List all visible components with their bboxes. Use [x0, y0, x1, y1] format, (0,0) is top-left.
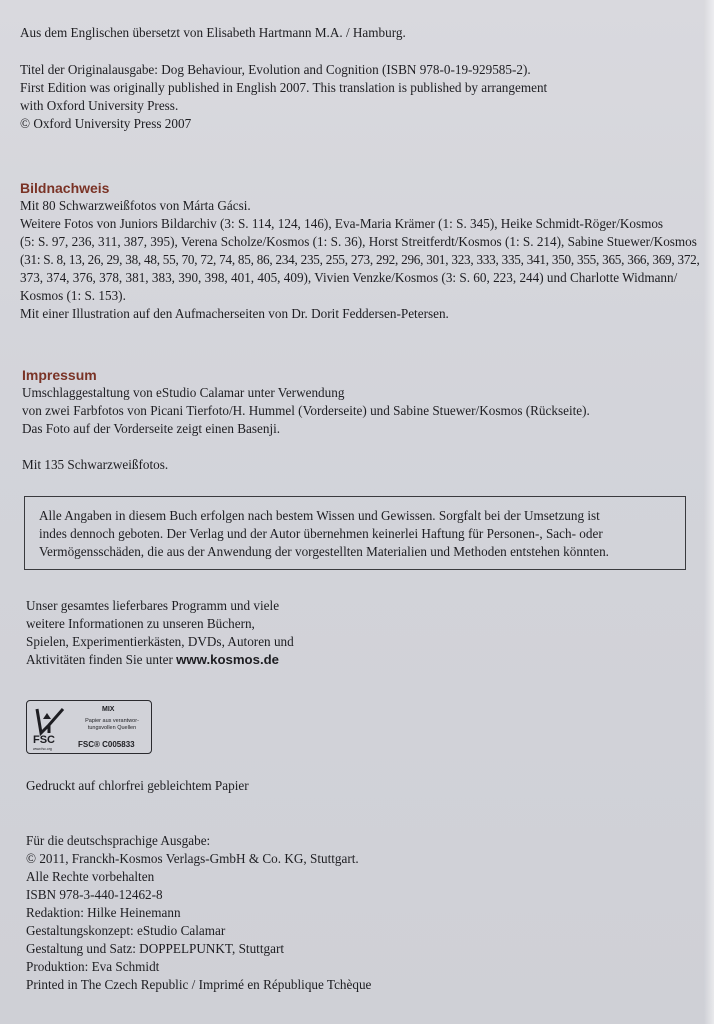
notice-line: indes dennoch geboten. Der Verlag und der Autor übernehmen keinerlei Haftung für Personen-, Sach- oder — [39, 526, 603, 541]
translation-line: Aus dem Englischen übersetzt von Elisabeth Hartmann M.A. / Hamburg. — [20, 25, 406, 40]
liability-notice-box — [24, 496, 686, 570]
original-line: © Oxford University Press 2007 — [20, 116, 192, 131]
fsc-label — [26, 700, 152, 754]
fsc-code: FSC® C005833 — [78, 740, 135, 749]
page-edge — [704, 0, 714, 1024]
printed-paper-line: Gedruckt auf chlorfrei gebleichtem Papier — [26, 778, 249, 793]
impressum-line: von zwei Farbfotos von Picani Tierfoto/H. Hummel (Vorderseite) und Sabine Stuewer/Kosmos (Rückseite). — [22, 403, 590, 418]
original-line: with Oxford University Press. — [20, 98, 179, 113]
fsc-mix: MIX — [102, 706, 115, 713]
program-line: weitere Informationen zu unseren Büchern, — [26, 616, 255, 631]
notice-line: Vermögensschäden, die aus der Anwendung der vorgestellten Materialien und Methoden entstehen könnten. — [39, 544, 609, 559]
photo-count: Mit 135 Schwarzweißfotos. — [22, 457, 169, 472]
program-line: Unser gesamtes lieferbares Programm und viele — [26, 598, 280, 613]
notice-line: Alle Angaben in diesem Buch erfolgen nach bestem Wissen und Gewissen. Sorgfalt bei der Umsetzung ist — [39, 508, 600, 523]
edition-line: Redaktion: Hilke Heinemann — [26, 905, 181, 920]
fsc-text-line: tungsvollen Quellen — [87, 724, 137, 731]
impressum-section — [22, 366, 590, 474]
edition-line: ISBN 978-3-440-12462-8 — [26, 887, 163, 902]
liability-notice-text — [39, 507, 609, 561]
edition-line: Für die deutschsprachige Ausgabe: — [26, 833, 211, 848]
bildnachweis-line: (31: S. 8, 13, 26, 29, 38, 48, 55, 70, 72, 74, 85, 86, 234, 235, 255, 273, 292, 296, 301, 323, 333, 335, 341, 350, 355, 365, 366, 369, 372, — [20, 252, 700, 267]
original-edition-block — [20, 61, 547, 133]
fsc-mark: FSC — [33, 734, 55, 746]
original-line: First Edition was originally published in English 2007. This translation is published by arrangement — [20, 80, 548, 95]
german-edition-block — [26, 832, 371, 994]
impressum-heading: Impressum — [22, 367, 97, 383]
edition-line: Gestaltungskonzept: eStudio Calamar — [26, 923, 226, 938]
edition-line: © 2011, Franckh-Kosmos Verlags-GmbH & Co. KG, Stuttgart. — [26, 851, 359, 866]
paper-note — [26, 777, 249, 795]
original-line: Titel der Originalausgabe: Dog Behaviour, Evolution and Cognition (ISBN 978-0-19-929585-2). — [20, 62, 531, 77]
fsc-web: www.fsc.org — [33, 747, 52, 751]
edition-line: Produktion: Eva Schmidt — [26, 959, 160, 974]
translation-credit — [20, 24, 406, 42]
bildnachweis-line: Mit 80 Schwarzweißfotos von Márta Gácsi. — [20, 198, 251, 213]
fsc-text-line: Papier aus verantwor- — [85, 718, 139, 724]
program-line-last — [26, 651, 294, 669]
bildnachweis-line: (5: S. 97, 236, 311, 387, 395), Verena Scholze/Kosmos (1: S. 36), Horst Streitferdt/Kosmos (1: S. 214), Sabine Stuewer/Kosmos — [20, 234, 697, 249]
fsc-text — [76, 718, 148, 731]
impressum-line: Das Foto auf der Vorderseite zeigt einen Basenji. — [22, 421, 281, 436]
bildnachweis-line: 373, 374, 376, 378, 381, 383, 390, 398, 401, 405, 409), Vivien Venzke/Kosmos (3: S. 60, 223, 244) und Charlotte Widmann/ — [20, 270, 678, 285]
edition-line: Printed in The Czech Republic / Imprimé en République Tchèque — [26, 977, 372, 992]
bildnachweis-line: Kosmos (1: S. 153). — [20, 288, 126, 303]
bildnachweis-section — [20, 179, 700, 323]
program-info — [26, 597, 294, 669]
impressum-line: Umschlaggestaltung von eStudio Calamar unter Verwendung — [22, 385, 345, 400]
bildnachweis-line: Weitere Fotos von Juniors Bildarchiv (3: S. 114, 124, 146), Eva-Maria Krämer (1: S. 345), Heike Schmidt-Röger/Kosmos — [20, 216, 664, 231]
bildnachweis-line: Mit einer Illustration auf den Aufmacherseiten von Dr. Dorit Feddersen-Petersen. — [20, 306, 449, 321]
bildnachweis-heading: Bildnachweis — [20, 180, 110, 196]
program-last-prefix: Aktivitäten finden Sie unter — [26, 652, 177, 667]
edition-line: Gestaltung und Satz: DOPPELPUNKT, Stuttgart — [26, 941, 284, 956]
edition-line: Alle Rechte vorbehalten — [26, 869, 155, 884]
website-link[interactable]: www.kosmos.de — [176, 652, 279, 667]
program-line: Spielen, Experimentierkästen, DVDs, Autoren und — [26, 634, 294, 649]
